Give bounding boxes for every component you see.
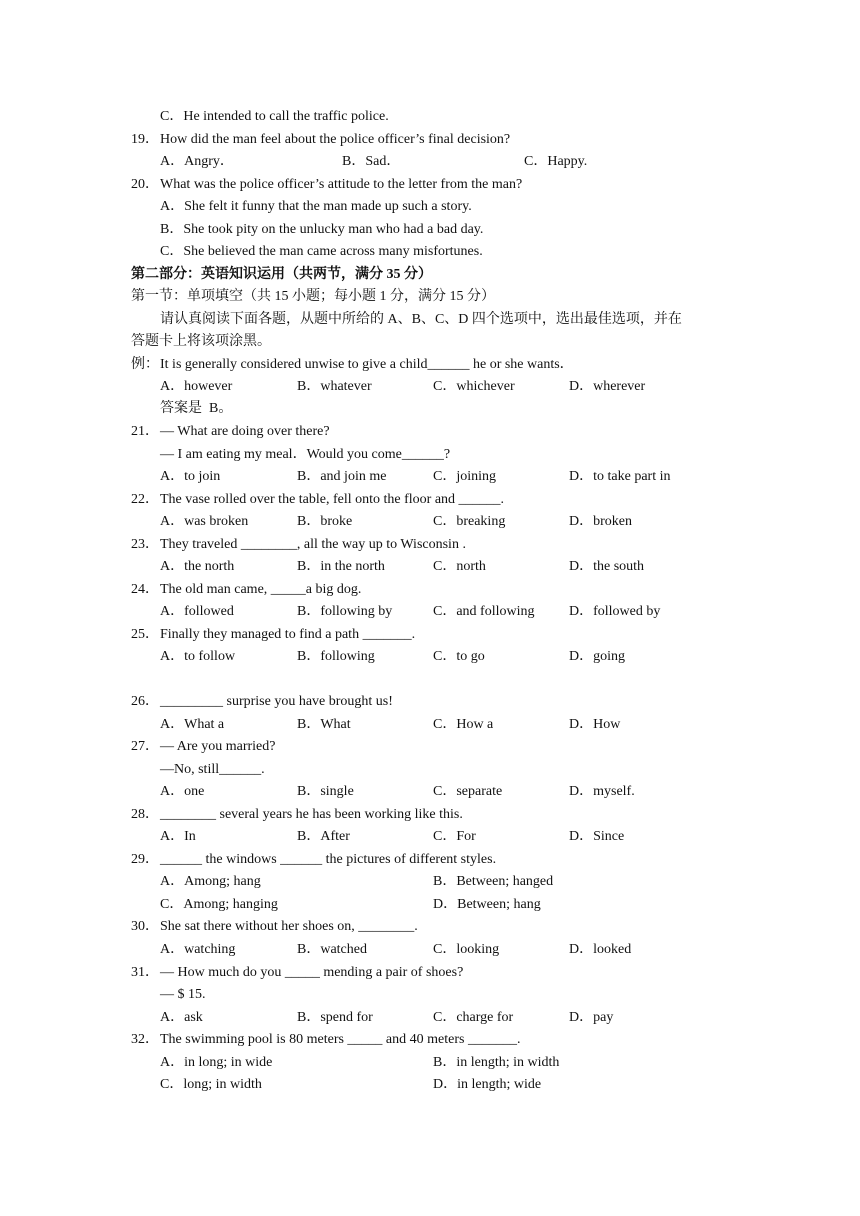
q22-number: 22． [131, 492, 159, 507]
q29-option-b: B．Between; hanged [433, 874, 554, 889]
q24-option-a: A．followed [160, 604, 234, 619]
q26-number: 26． [131, 694, 159, 709]
q21-option-a: A．to join [160, 469, 221, 484]
q25-option-c: C．to go [433, 649, 485, 664]
q24-number: 24． [131, 582, 159, 597]
q29-option-c: C．Among; hanging [160, 897, 278, 912]
q26-option-d: D．How [569, 717, 621, 732]
q27-option-a: A．one [160, 784, 205, 799]
q22-option-d: D．broken [569, 514, 632, 529]
q27-option-c: C．separate [433, 784, 503, 799]
q31-option-c: C．charge for [433, 1010, 514, 1025]
q31-line1: — How much do you _____ mending a pair of shoes? [160, 965, 464, 980]
example-answer: 答案是 B。 [160, 401, 233, 416]
q22-option-b: B．broke [297, 514, 353, 529]
q21-option-c: C．joining [433, 469, 497, 484]
q27-option-d: D．myself. [569, 784, 635, 799]
q28-option-b: B．After [297, 829, 350, 844]
q27-number: 27． [131, 739, 159, 754]
q21-line2: — I am eating my meal．Would you come______? [160, 447, 451, 462]
q31-line2: — $ 15. [160, 987, 206, 1002]
q21-number: 21． [131, 424, 159, 439]
q25-text: Finally they managed to find a path _______. [160, 627, 416, 642]
part2-title: 第二部分：英语知识运用（共两节，满分 35 分） [131, 267, 432, 282]
instructions-line2: 答题卡上将该项涂黑。 [131, 334, 271, 349]
q20-option-b: B．She took pity on the unlucky man who had a bad day. [160, 222, 484, 237]
q20-number: 20． [131, 177, 159, 192]
q28-number: 28． [131, 807, 159, 822]
q20-option-a: A．She felt it funny that the man made up such a story. [160, 199, 472, 214]
q24-option-b: B．following by [297, 604, 393, 619]
q19-text: How did the man feel about the police officer’s final decision? [160, 132, 511, 147]
q19-option-b: B．Sad． [342, 154, 401, 169]
q23-option-c: C．north [433, 559, 486, 574]
q28-option-d: D．Since [569, 829, 625, 844]
q19-number: 19． [131, 132, 159, 147]
q29-number: 29． [131, 852, 159, 867]
q25-number: 25． [131, 627, 159, 642]
example-text: It is generally considered unwise to give a child______ he or she wants． [160, 357, 574, 372]
q23-option-a: A．the north [160, 559, 235, 574]
q28-option-a: A．In [160, 829, 196, 844]
q30-number: 30． [131, 919, 159, 934]
q26-option-c: C．How a [433, 717, 494, 732]
q26-text: _________ surprise you have brought us! [160, 694, 393, 709]
instructions-line1: 请认真阅读下面各题，从题中所给的 A、B、C、D 四个选项中，选出最佳选项，并在 [160, 312, 682, 327]
q23-number: 23． [131, 537, 159, 552]
q26-option-b: B．What [297, 717, 351, 732]
q18-option-c: C．He intended to call the traffic police. [160, 109, 389, 124]
q31-number: 31． [131, 965, 159, 980]
q32-option-c: C．long; in width [160, 1077, 262, 1092]
q30-option-a: A．watching [160, 942, 236, 957]
q22-option-c: C．breaking [433, 514, 506, 529]
q32-option-b: B．in length; in width [433, 1055, 560, 1070]
q26-option-a: A．What a [160, 717, 225, 732]
q25-option-d: D．going [569, 649, 625, 664]
example-option-b: B．whatever [297, 379, 372, 394]
q30-text: She sat there without her shoes on, ________. [160, 919, 418, 934]
q27-line2: —No, still______. [160, 762, 265, 777]
q22-text: The vase rolled over the table, fell onto the floor and ______. [160, 492, 505, 507]
example-option-c: C．whichever [433, 379, 515, 394]
q20-option-c: C．She believed the man came across many misfortunes. [160, 244, 483, 259]
example-option-a: A．however [160, 379, 233, 394]
q30-option-d: D．looked [569, 942, 632, 957]
q31-option-a: A．ask [160, 1010, 203, 1025]
q19-option-c: C．Happy. [524, 154, 588, 169]
q29-option-a: A．Among; hang [160, 874, 261, 889]
section1-title: 第一节：单项填空（共 15 小题；每小题 1 分，满分 15 分） [131, 289, 495, 304]
q30-option-b: B．watched [297, 942, 367, 957]
q25-option-b: B．following [297, 649, 375, 664]
q29-text: ______ the windows ______ the pictures of different styles. [160, 852, 497, 867]
q19-option-a: A．Angry． [160, 154, 234, 169]
q21-option-d: D．to take part in [569, 469, 671, 484]
q23-option-b: B．in the north [297, 559, 385, 574]
q21-option-b: B．and join me [297, 469, 387, 484]
q31-option-d: D．pay [569, 1010, 614, 1025]
q32-option-d: D．in length; wide [433, 1077, 542, 1092]
q21-line1: — What are doing over there? [160, 424, 330, 439]
q32-number: 32． [131, 1032, 159, 1047]
example-option-d: D．wherever [569, 379, 646, 394]
q23-option-d: D．the south [569, 559, 645, 574]
q24-option-d: D．followed by [569, 604, 661, 619]
q30-option-c: C．looking [433, 942, 500, 957]
q23-text: They traveled ________, all the way up to Wisconsin . [160, 537, 466, 552]
q22-option-a: A．was broken [160, 514, 249, 529]
example-label: 例： [131, 357, 159, 372]
q31-option-b: B．spend for [297, 1010, 373, 1025]
q24-text: The old man came, _____a big dog. [160, 582, 362, 597]
q24-option-c: C．and following [433, 604, 535, 619]
q32-option-a: A．in long; in wide [160, 1055, 273, 1070]
q32-text: The swimming pool is 80 meters _____ and 40 meters _______. [160, 1032, 521, 1047]
q28-option-c: C．For [433, 829, 476, 844]
q27-option-b: B．single [297, 784, 354, 799]
q28-text: ________ several years he has been working like this. [160, 807, 463, 822]
q25-option-a: A．to follow [160, 649, 236, 664]
q29-option-d: D．Between; hang [433, 897, 541, 912]
q27-line1: — Are you married? [160, 739, 276, 754]
q20-text: What was the police officer’s attitude to the letter from the man? [160, 177, 523, 192]
